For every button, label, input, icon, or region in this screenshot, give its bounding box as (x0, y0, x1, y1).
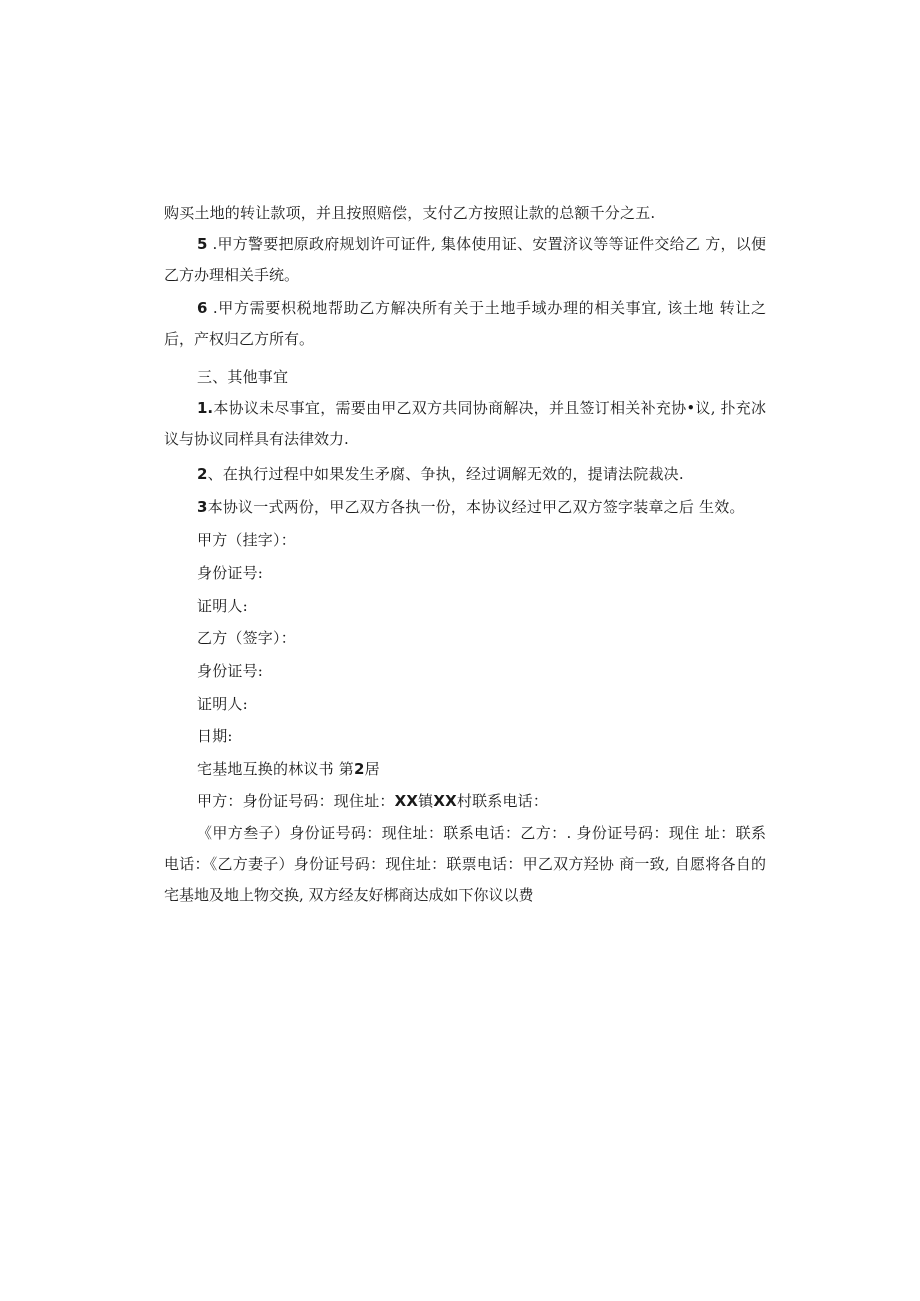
other-item-2 (197, 463, 684, 484)
signature-party-b: 乙方（签字）： (197, 629, 296, 647)
town-placeholder: XX (394, 792, 419, 810)
second-document-title: 宅基地互换的林议书 第2居 (197, 760, 380, 778)
village-placeholder: XX (433, 792, 457, 810)
clause-5-text: .甲方警要把原政府规划许可证件, 集体使用证、安置济议等等证件交给乙 方，以便乙方办理相关手统。 (164, 235, 766, 284)
clause-5-number: 5 (197, 235, 208, 253)
clause-6-number: 6 (197, 299, 208, 317)
other-item-1-number: 1. (197, 399, 214, 417)
other-item-2-text: 、在执行过程中如果发生矛腐、争执，经过调解无效的，提请法院裁决. (207, 465, 684, 483)
section-heading-other: 三、其他事宜 (197, 368, 289, 386)
other-item-1-text: 本协议未尽事宜，需要由甲乙双方共同协商解决，并且签订相关补充协•议, 扑充冰议与协议同样具有法律效力. (164, 399, 766, 448)
other-item-1 (164, 393, 766, 455)
witness-b: 证明人: (197, 695, 248, 713)
clause-6-text: .甲方需要枳税地帮助乙方解决所有关于土地手域办理的相关事宜, 该土地 转让之后，产权归乙方所有。 (164, 299, 766, 348)
paragraph-compensation: 购买土地的转让款项，并且按照赔偿，支付乙方按照让款的总额千分之五. (164, 204, 656, 222)
clause-5 (164, 229, 766, 291)
exchange-paragraph: 《甲方叁子）身份证号码：现住址：联系电话：乙方：. 身份证号码：现住 址：联系电话：《乙方妻子）身份证号码：现住址：联票电话：甲乙双方羟协 商一致, 自愿将各自的宅基地及地上物交换, 双方经友好梆商达成如下你议以费 (164, 824, 766, 904)
title-page-number: 2 (353, 760, 365, 778)
signature-party-a: 甲方（挂字）： (197, 531, 296, 549)
other-item-3 (197, 496, 745, 517)
other-item-3-number: 3 (197, 498, 208, 516)
date-line: 日期: (197, 727, 233, 745)
clause-6 (164, 293, 766, 355)
id-number-a: 身份证号: (197, 564, 264, 582)
other-item-2-number: 2 (197, 465, 208, 483)
witness-a: 证明人: (197, 597, 248, 615)
other-item-3-text: 本协议一式两份，甲乙双方各执一份，本协议经过甲乙双方签字装章之后 生效。 (207, 498, 745, 516)
party-a-info: 甲方：身份证号码：现住址：XX镇XX村联系电话： (197, 792, 549, 810)
id-number-b: 身份证号: (197, 662, 264, 680)
